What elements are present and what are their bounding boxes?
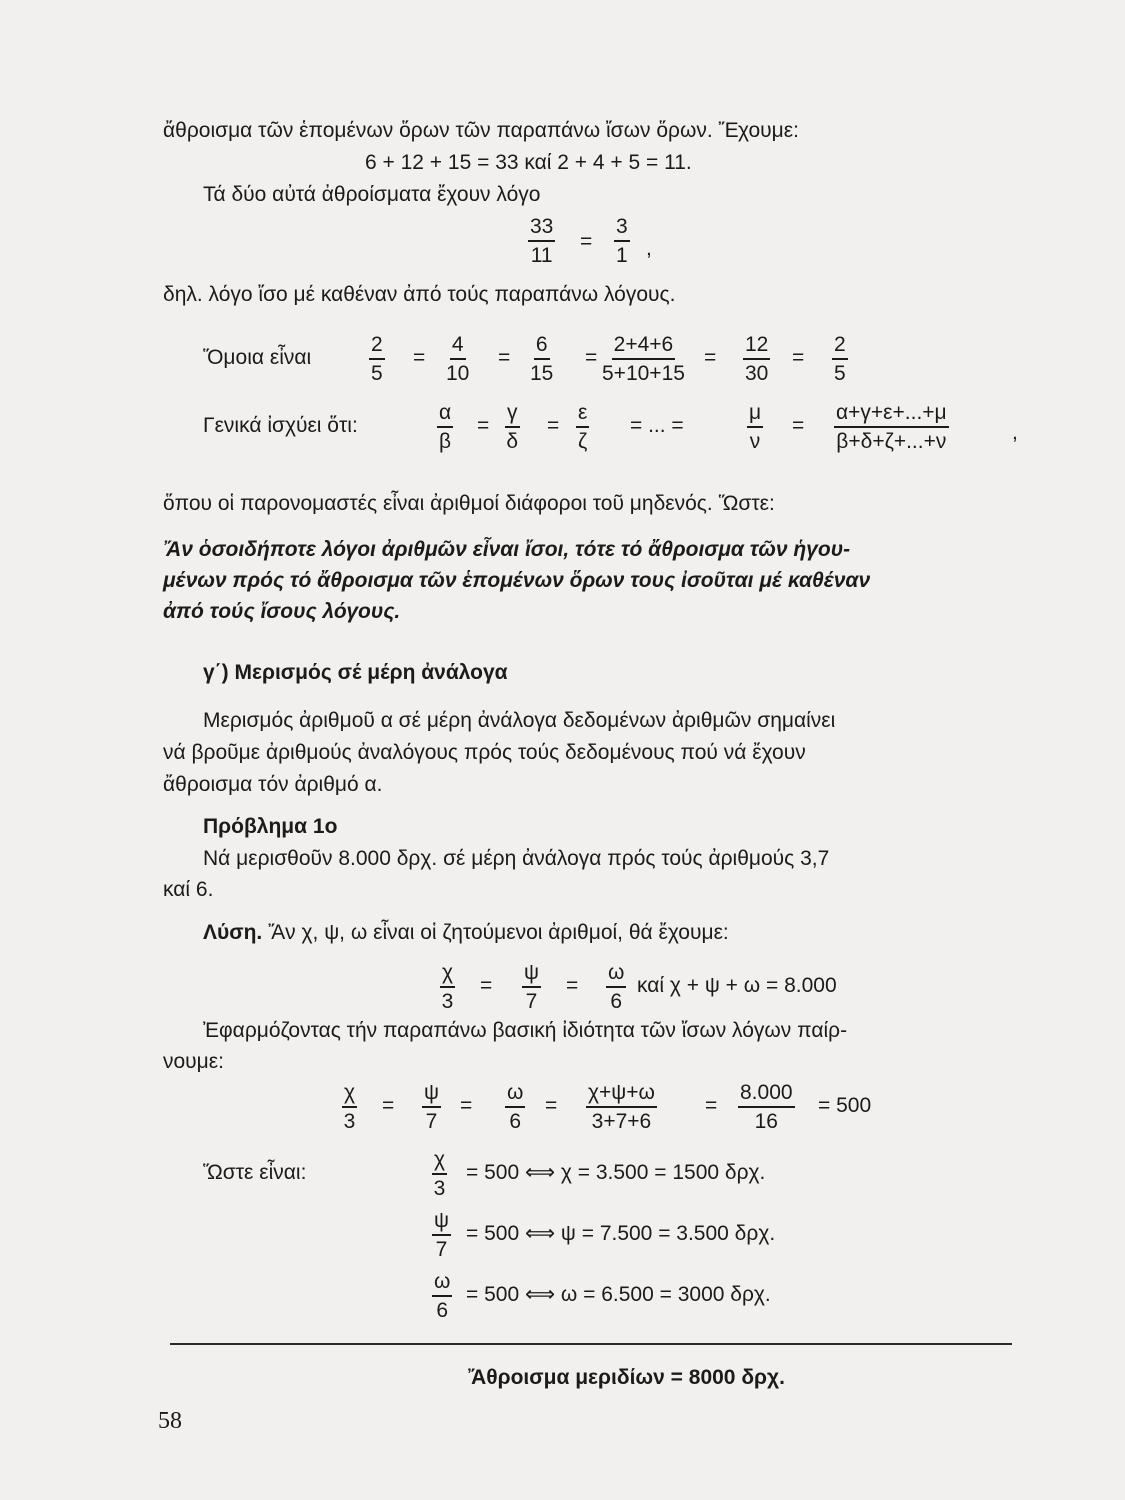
fraction: $\frac{\omega}{6}$: [507, 1081, 524, 1133]
text-line: ὅπου οἱ παρονομαστές εἶναι ἀριθμοί διάφοροι τοῦ μηδενός. Ὥστε:: [163, 492, 775, 515]
fraction: $\frac{\mu}{\nu}$: [749, 401, 762, 453]
text-line: νουμε:: [163, 1050, 224, 1073]
fraction: $\frac{3}{1}$: [616, 215, 628, 267]
text-line: ἄθροισμα τόν ἀριθμό α.: [163, 773, 383, 796]
equals-sign: =: [580, 230, 593, 253]
equals-sign: =: [480, 974, 493, 997]
comma: ,: [1012, 421, 1018, 444]
equals-sign: =: [477, 414, 490, 437]
equals-sign: =: [704, 346, 717, 369]
fraction: $\frac{\psi}{7}$: [434, 1209, 449, 1261]
equals-sign: =: [498, 346, 511, 369]
comma: ,: [646, 237, 652, 260]
text-line: Μερισμός ἀριθμοῦ α σέ μέρη ἀνάλογα δεδομένων ἀριθμῶν σημαίνει: [203, 709, 836, 732]
so-label: Ὥστε εἶναι:: [203, 1161, 307, 1184]
fraction: $\frac{\psi}{7}$: [424, 1081, 439, 1133]
theorem-line: ἀπό τούς ἴσους λόγους.: [163, 600, 401, 623]
text-line: δηλ. λόγο ἴσο μέ καθέναν ἀπό τούς παραπάνω λόγους.: [163, 283, 676, 306]
text-line: νά βροῦμε ἀριθμούς ἀναλόγους πρός τούς δεδομένους πού νά ἔχουν: [163, 741, 806, 764]
problem-title: Πρόβλημα 1ο: [203, 815, 338, 838]
fraction: $\frac{\varepsilon}{\zeta}$: [578, 401, 588, 453]
fraction: $\frac{\omega}{6}$: [434, 1270, 451, 1322]
text-line: ἄθροισμα τῶν ἑπομένων ὅρων τῶν παραπάνω ἴσων ὅρων. Ἔχουμε:: [163, 119, 799, 142]
page-number: 58: [158, 1408, 182, 1434]
text-line: Τά δύο αὐτά ἀθροίσματα ἔχουν λόγο: [203, 183, 541, 206]
fraction: $\frac{2}{5}$: [371, 333, 383, 385]
solution-line: [203, 920, 729, 946]
theorem-line: μένων πρός τό ἄθροισμα τῶν ἑπομένων ὅρων τους ἰσοῦται μέ καθέναν: [163, 569, 871, 592]
fraction: $\frac{\chi+\psi+\omega}{3+7+6}$: [588, 1081, 655, 1133]
result-line: = 500 ⟺ ω = 6.500 = 3000 δρχ.: [466, 1283, 771, 1306]
equals-sign: =: [566, 974, 579, 997]
result-line: = 500 ⟺ ψ = 7.500 = 3.500 δρχ.: [466, 1222, 776, 1245]
fraction: $\frac{2}{5}$: [834, 333, 846, 385]
fraction: $\frac{\psi}{7}$: [524, 961, 539, 1013]
result-line: = 500 ⟺ χ = 3.500 = 1500 δρχ.: [466, 1161, 766, 1184]
equals-sign: =: [547, 414, 560, 437]
solution-text: Ἄν χ, ψ, ω εἶναι οἱ ζητούμενοι ἀριθμοί, θά ἔχουμε:: [262, 921, 729, 944]
fraction: $\frac{\chi}{3}$: [433, 1148, 446, 1200]
fraction: $\frac{33}{11}$: [530, 215, 554, 267]
text-line: Ἐφαρμόζοντας τήν παραπάνω βασική ἰδιότητα τῶν ἴσων λόγων παίρ-: [203, 1019, 848, 1042]
fraction: $\frac{\gamma}{\delta}$: [506, 401, 519, 453]
equals-sign: =: [792, 346, 805, 369]
equals-sign: =: [413, 346, 426, 369]
sum-condition: καί χ + ψ + ω = 8.000: [637, 974, 837, 997]
similar-label: Ὅμοια εἶναι: [203, 346, 312, 369]
fraction: $\frac{4}{10}$: [446, 333, 470, 385]
fraction: $\frac{12}{30}$: [745, 333, 769, 385]
equals-sign: =: [792, 414, 805, 437]
section-heading: γ΄) Μερισμός σέ μέρη ἀνάλογα: [203, 661, 508, 684]
total-line: Ἄθροισμα μεριδίων = 8000 δρχ.: [468, 1366, 785, 1389]
fraction: $\frac{2+4+6}{5+10+15}$: [602, 333, 685, 385]
ellipsis-equals: = ... =: [630, 414, 684, 437]
equals-sign: =: [460, 1094, 473, 1117]
fraction: $\frac{\alpha+\gamma+\varepsilon+...+\mu}{\beta+\delta+\zeta+...+\nu}$: [836, 401, 947, 453]
equals-sign: =: [705, 1094, 718, 1117]
equals-sign: =: [545, 1094, 558, 1117]
theorem-line: Ἄν ὁσοιδήποτε λόγοι ἀριθμῶν εἶναι ἴσοι, τότε τό ἄθροισμα τῶν ἡγου-: [163, 538, 851, 561]
fraction: $\frac{\omega}{6}$: [608, 961, 625, 1013]
text-line: καί 6.: [163, 878, 214, 901]
solution-label: Λύση.: [203, 921, 263, 944]
fraction: $\frac{6}{15}$: [530, 333, 554, 385]
equals-sign: =: [382, 1094, 395, 1117]
horizontal-rule: [170, 1343, 1012, 1345]
general-label: Γενικά ἰσχύει ὅτι:: [203, 414, 358, 437]
equals-sign: =: [585, 346, 598, 369]
fraction: $\frac{\chi}{3}$: [343, 1081, 356, 1133]
chain-result: = 500: [818, 1094, 872, 1117]
text-line: Νά μερισθοῦν 8.000 δρχ. σέ μέρη ἀνάλογα πρός τούς ἀριθμούς 3,7: [203, 847, 830, 870]
fraction: $\frac{8.000}{16}$: [740, 1081, 793, 1133]
fraction: $\frac{\alpha}{\beta}$: [439, 401, 452, 453]
equation-line: 6 + 12 + 15 = 33 καί 2 + 4 + 5 = 11.: [365, 151, 692, 174]
fraction: $\frac{\chi}{3}$: [441, 961, 454, 1013]
